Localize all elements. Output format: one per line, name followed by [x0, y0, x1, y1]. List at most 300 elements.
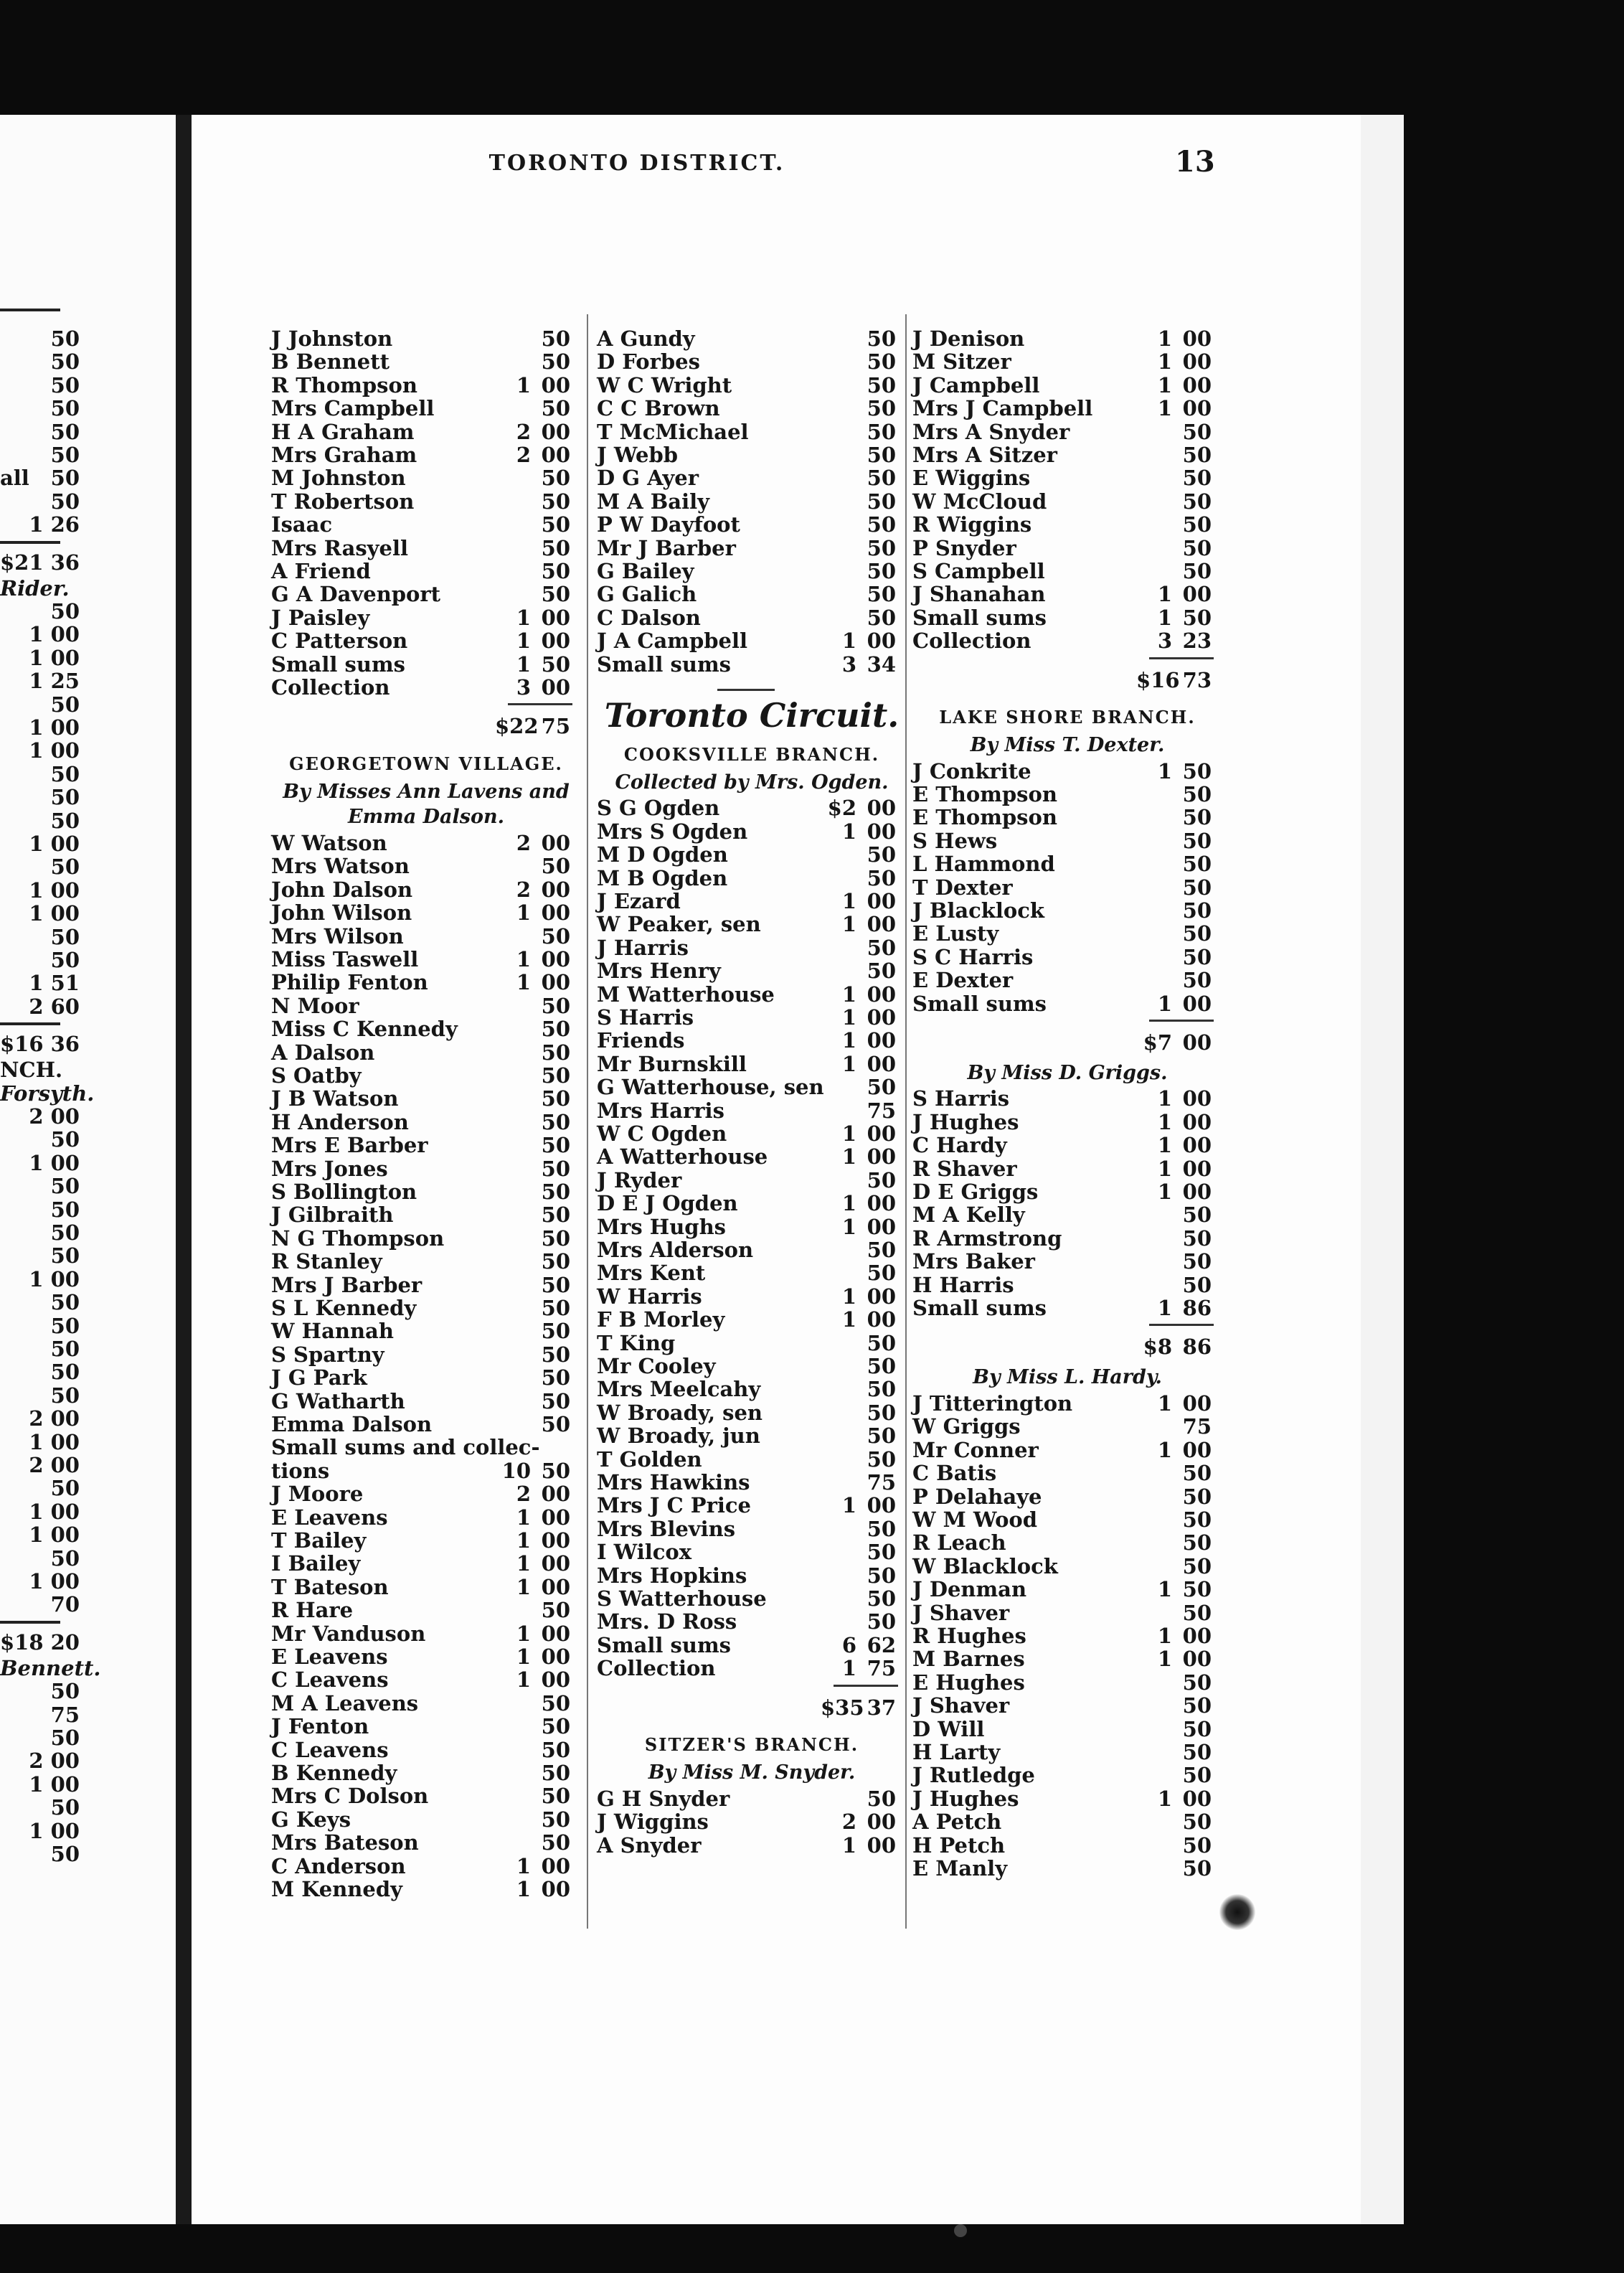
contributor-name: J Fenton: [271, 1714, 369, 1739]
amount-dollars: 1: [516, 1551, 531, 1576]
contributor-name: S Bollington: [271, 1180, 417, 1205]
contribution-row: [271, 1831, 581, 1854]
contribution-row: [597, 1657, 907, 1680]
amount: [821, 1145, 900, 1168]
contribution-row: [912, 1624, 1222, 1647]
amount-dollars: 1: [1157, 1296, 1172, 1321]
amount-cents: 50: [867, 842, 896, 867]
amount-cents: 50: [867, 419, 896, 444]
sum-rule: [0, 1621, 60, 1624]
contribution-row: [271, 1622, 581, 1645]
amount-cents: 50: [541, 854, 570, 879]
contribution-row: [597, 890, 907, 913]
contributor-name: E Lusty: [912, 921, 999, 946]
amount: [1136, 922, 1215, 945]
contribution-row: [912, 420, 1222, 443]
amount-cents: 50: [1182, 419, 1212, 444]
amount-cents: 00: [867, 1191, 896, 1216]
contributor-name: Mrs Jones: [271, 1156, 388, 1181]
contributor-name: H A Graham: [271, 419, 415, 444]
contribution-row: [271, 560, 581, 583]
contributor-name: W McCloud: [912, 489, 1047, 514]
amount-dollars: 6: [841, 1632, 856, 1657]
amount-cents: 00: [867, 629, 896, 654]
amount: [821, 1076, 900, 1098]
amount-cents: 50: [1182, 1739, 1212, 1764]
amount-dollars: 1: [1157, 396, 1172, 421]
amount-cents: 00: [1182, 1623, 1212, 1648]
contributor-name: Friends: [597, 1028, 685, 1053]
amount-dollars: 1: [516, 1505, 531, 1530]
contribution-row: [597, 537, 907, 560]
contribution-row: [597, 1540, 907, 1563]
contribution-row: [912, 1250, 1222, 1273]
amount-dollars: 1: [841, 889, 856, 914]
amount-cents: 50: [541, 1086, 570, 1111]
amount-cents: 50: [1182, 443, 1212, 467]
contributor-name: M A Leavens: [271, 1690, 419, 1716]
contribution-row: [597, 867, 907, 890]
contribution-row: [597, 1355, 907, 1378]
amount-dollars: 1: [516, 1877, 531, 1902]
amount-cents: 50: [541, 1365, 570, 1390]
amount-cents: 50: [541, 923, 570, 949]
amount: [1136, 537, 1215, 560]
amount: [821, 606, 900, 629]
amount-cents: 50: [867, 349, 896, 375]
amount-cents: 50: [541, 1784, 570, 1809]
amount-dollars: 1: [841, 1191, 856, 1216]
amount: [495, 1390, 574, 1413]
amount-cents: 50: [541, 993, 570, 1018]
subtotal-row: [912, 669, 1222, 692]
contributor-name: A Gundy: [597, 326, 695, 351]
amount-cents: 50: [867, 582, 896, 607]
contribution-row: [271, 1017, 581, 1040]
circuit-title: Toronto Circuit.: [604, 696, 900, 735]
contribution-row: [597, 983, 907, 1006]
amount: [821, 629, 900, 652]
amount-dollars: 1: [1157, 1180, 1172, 1205]
amount-dollars: 1: [841, 1307, 856, 1332]
contribution-row: [271, 1784, 581, 1807]
amount-cents: 75: [867, 1656, 896, 1681]
amount: [1136, 1694, 1215, 1717]
prev-page-amount: $18 20: [0, 1629, 80, 1655]
amount-dollars: 1: [516, 1853, 531, 1878]
contributor-name: C Hardy: [912, 1133, 1007, 1158]
contributor-name: N Moor: [271, 993, 359, 1018]
amount: [495, 1111, 574, 1134]
amount-dollars: 1: [841, 912, 856, 937]
contribution-row: [271, 1157, 581, 1180]
contribution-row: [597, 1448, 907, 1471]
contributor-name: Mrs A Snyder: [912, 419, 1070, 444]
contributor-name: Small sums: [912, 1296, 1047, 1321]
amount-cents: 00: [1182, 1786, 1212, 1811]
amount: [821, 583, 900, 606]
section-heading: GEORGETOWN VILLAGE.: [289, 753, 563, 775]
amount-cents: 50: [1182, 805, 1212, 830]
contributor-name: E Leavens: [271, 1644, 388, 1670]
amount-cents: 00: [541, 970, 570, 995]
amount-cents: 50: [541, 489, 570, 514]
amount: [495, 1738, 574, 1761]
contributor-name: M D Ogden: [597, 842, 728, 867]
amount: [821, 420, 900, 443]
contribution-row: [597, 583, 907, 606]
amount-dollars: 1: [1157, 1623, 1172, 1648]
contributor-name: S Oatby: [271, 1063, 362, 1088]
amount: [821, 1587, 900, 1610]
amount: [495, 1622, 574, 1645]
amount-cents: 00: [541, 1574, 570, 1599]
contributor-name: R Hare: [271, 1598, 354, 1623]
amount: [495, 1761, 574, 1784]
amount-cents: 50: [867, 605, 896, 630]
amount: [821, 1261, 900, 1284]
contributor-name: H Petch: [912, 1832, 1006, 1858]
contributor-name: E Leavens: [271, 1505, 388, 1530]
contribution-row: [271, 513, 581, 536]
amount-cents: 50: [1182, 1832, 1212, 1858]
contribution-row: [912, 397, 1222, 420]
contributor-name: P W Dayfoot: [597, 512, 740, 537]
contribution-row: [912, 1741, 1222, 1764]
contribution-row: [597, 1029, 907, 1052]
contribution-row: [597, 1587, 907, 1610]
contributor-name: J Hughes: [912, 1109, 1019, 1134]
amount: [495, 606, 574, 629]
amount: [821, 936, 900, 959]
contribution-row: [597, 1517, 907, 1540]
amount: [821, 1834, 900, 1857]
amount-cents: 00: [867, 1028, 896, 1053]
amount-cents: 00: [1182, 1437, 1212, 1462]
contributor-name: Isaac: [271, 512, 333, 537]
contributor-name: Mr Vanduson: [271, 1621, 426, 1646]
prev-page-amount: 50: [50, 1545, 80, 1571]
amount: [1136, 1157, 1215, 1180]
contribution-row: [597, 1145, 907, 1168]
contribution-row: [271, 1343, 581, 1366]
contributor-name: D Will: [912, 1716, 985, 1741]
contributor-name: H Larty: [912, 1739, 1001, 1764]
contribution-row: [271, 1482, 581, 1505]
contributor-name: C Batis: [912, 1461, 997, 1486]
amount-cents: 50: [1182, 489, 1212, 514]
amount-dollars: 2: [841, 1810, 856, 1835]
sum-rule: [0, 541, 60, 544]
amount: [1136, 1087, 1215, 1110]
contributor-name: J Paisley: [271, 605, 370, 630]
contribution-row: [271, 466, 581, 489]
amount: [821, 843, 900, 866]
amount: [1136, 1764, 1215, 1787]
contribution-row: [271, 1436, 581, 1459]
amount: [821, 327, 900, 350]
amount-cents: 50: [1182, 1553, 1212, 1578]
amount-dollars: 1: [516, 970, 531, 995]
prev-page-amount: 50: [50, 1383, 80, 1408]
amount: [1136, 466, 1215, 489]
amount: [821, 513, 900, 536]
amount: [1136, 1296, 1215, 1319]
contribution-row: [912, 350, 1222, 373]
amount: [1136, 969, 1215, 992]
contributor-name: J Rutledge: [912, 1763, 1035, 1788]
amount-cents: 50: [867, 1238, 896, 1263]
amount-cents: 00: [541, 877, 570, 902]
subtotal-row: [271, 715, 581, 738]
prev-page-amount: 50: [50, 372, 80, 397]
contribution-row: [271, 1041, 581, 1064]
prev-page-amount: 50: [50, 1842, 80, 1866]
contributor-name: Mrs Hughs: [597, 1214, 726, 1239]
contributor-name: Philip Fenton: [271, 970, 428, 995]
amount-dollars: 2: [516, 419, 531, 444]
amount: [1136, 992, 1215, 1015]
amount-cents: 50: [1182, 1530, 1212, 1556]
prev-page-amount: 1 00: [29, 1266, 80, 1291]
contribution-row: [912, 1508, 1222, 1531]
prev-page-amount: 50: [50, 1679, 80, 1704]
amount-dollars: 1: [1157, 1109, 1172, 1134]
contributor-name: Mrs Harris: [597, 1098, 724, 1123]
amount-dollars: 1: [1157, 1577, 1172, 1602]
contribution-row: [912, 1485, 1222, 1508]
contributor-name: E Thompson: [912, 782, 1057, 807]
amount-cents: 00: [541, 675, 570, 700]
amount: [495, 560, 574, 583]
prev-page-amount: $16 36: [0, 1032, 80, 1057]
amount-cents: 00: [867, 1493, 896, 1518]
amount: [1136, 1180, 1215, 1203]
contribution-row: [271, 1552, 581, 1575]
amount-cents: 50: [1182, 605, 1212, 630]
contributor-name: Collection: [271, 675, 390, 700]
amount: [495, 1250, 574, 1273]
contributor-name: E Manly: [912, 1855, 1008, 1881]
amount: [1136, 1508, 1215, 1531]
amount: [495, 925, 574, 948]
amount-dollars: 1: [1157, 605, 1172, 630]
contribution-row: [271, 420, 581, 443]
amount-cents: 50: [1182, 1461, 1212, 1486]
contribution-row: [597, 1494, 907, 1517]
contribution-row: [912, 1134, 1222, 1157]
subtotal-row: [912, 1335, 1222, 1358]
amount-cents: 00: [541, 947, 570, 972]
contribution-row: [597, 1378, 907, 1401]
contributor-name: R Thompson: [271, 372, 417, 397]
amount: [821, 537, 900, 560]
contribution-row: [912, 1111, 1222, 1134]
amount-cents: 75: [1182, 1414, 1212, 1439]
contribution-row: [912, 1274, 1222, 1296]
amount: [495, 443, 574, 466]
contribution-row: [271, 1459, 581, 1482]
contribution-row: [271, 374, 581, 397]
amount: [821, 1448, 900, 1471]
amount: [1136, 1335, 1215, 1358]
contributor-name: T Golden: [597, 1446, 702, 1472]
amount-cents: 00: [1182, 1156, 1212, 1181]
amount-cents: 00: [541, 1505, 570, 1530]
amount: [1136, 1834, 1215, 1857]
amount: [495, 1343, 574, 1366]
contribution-row: [912, 783, 1222, 806]
amount-dollars: 1: [516, 1621, 531, 1646]
contributor-name: Small sums: [912, 605, 1047, 630]
amount-cents: 50: [541, 1017, 570, 1042]
amount-cents: 50: [1182, 1507, 1212, 1532]
contribution-row: [271, 1668, 581, 1691]
amount: [1136, 1718, 1215, 1741]
contribution-row: [271, 1599, 581, 1622]
contributor-name: R Hughes: [912, 1623, 1026, 1648]
amount-cents: 50: [1182, 1225, 1212, 1251]
amount-dollars: 2: [516, 877, 531, 902]
amount: [495, 1180, 574, 1203]
contributor-name: J Blacklock: [912, 898, 1044, 923]
amount: [821, 490, 900, 513]
amount-cents: 50: [541, 1342, 570, 1367]
contribution-row: [271, 1692, 581, 1715]
amount-cents: 00: [1182, 396, 1212, 421]
contributor-name: S G Ogden: [597, 796, 720, 821]
amount: [495, 1506, 574, 1529]
amount-dollars: 3: [841, 651, 856, 677]
contribution-row: [597, 1401, 907, 1424]
prev-page-amount: 1 00: [29, 738, 80, 763]
contributor-name: G Bailey: [597, 559, 694, 583]
prev-page-amount: 50: [50, 808, 80, 833]
contribution-row: [912, 1694, 1222, 1717]
contribution-row: [912, 1180, 1222, 1203]
contribution-row: [597, 1053, 907, 1076]
contribution-row: [912, 560, 1222, 583]
amount: [821, 1471, 900, 1494]
contributor-name: N G Thompson: [271, 1225, 445, 1251]
amount-cents: 50: [541, 1272, 570, 1297]
contribution-row: [912, 606, 1222, 629]
amount-dollars: 1: [516, 1574, 531, 1599]
amount-dollars: $22: [495, 714, 539, 739]
prev-page-amount: 50: [50, 855, 80, 880]
amount: [1136, 1134, 1215, 1157]
contributor-name: W Watson: [271, 831, 387, 856]
amount: [1136, 876, 1215, 899]
short-rule: [717, 689, 775, 691]
amount: [1136, 783, 1215, 806]
contributor-name: T McMichael: [597, 419, 749, 444]
amount-dollars: 1: [1157, 1156, 1172, 1181]
contributor-name: E Hughes: [912, 1670, 1025, 1695]
amount: [495, 490, 574, 513]
contributor-name: W Peaker, sen: [597, 912, 761, 937]
contributor-name: S C Harris: [912, 944, 1034, 969]
contributor-name: M Barnes: [912, 1647, 1025, 1672]
contributor-name: W Harris: [597, 1284, 702, 1309]
amount-cents: 50: [867, 1377, 896, 1402]
contributor-name: J Gilbraith: [271, 1203, 394, 1228]
collector-line: Collected by Mrs. Ogden.: [615, 771, 889, 794]
amount-cents: 50: [867, 466, 896, 491]
contributor-name: D Forbes: [597, 349, 700, 375]
amount-cents: 50: [867, 443, 896, 467]
amount-cents: 50: [867, 1786, 896, 1811]
amount: [495, 1319, 574, 1342]
contribution-row: [597, 959, 907, 982]
amount: [495, 1529, 574, 1552]
amount: [1136, 1647, 1215, 1670]
prev-page-amount: 1 26: [29, 512, 80, 537]
prev-page-label: Forsyth.: [0, 1081, 95, 1106]
amount-cents: 00: [1182, 1086, 1212, 1111]
amount: [1136, 1415, 1215, 1438]
contributor-name: Mrs Rasyell: [271, 535, 409, 560]
amount-cents: 50: [867, 1330, 896, 1355]
amount-cents: 00: [541, 1528, 570, 1553]
amount: [1136, 1462, 1215, 1484]
amount: [821, 1657, 900, 1680]
prev-page-label: Rider.: [0, 575, 70, 601]
contribution-row: [271, 537, 581, 560]
contribution-row: [912, 466, 1222, 489]
amount: [1136, 852, 1215, 875]
amount: [1136, 420, 1215, 443]
amount: [495, 994, 574, 1017]
amount-cents: 50: [541, 1388, 570, 1413]
contribution-row: [912, 1296, 1222, 1319]
contributor-name: E Wiggins: [912, 466, 1031, 491]
amount-dollars: 1: [516, 1644, 531, 1670]
amount: [495, 1413, 574, 1436]
amount-cents: 00: [867, 819, 896, 844]
prev-page-amount: 50: [50, 1127, 80, 1152]
amount: [821, 1378, 900, 1401]
amount-cents: 50: [1182, 1272, 1212, 1297]
contributor-name: T King: [597, 1330, 676, 1355]
contributor-name: S Campbell: [912, 559, 1045, 583]
contribution-row: [912, 1810, 1222, 1833]
contribution-row: [912, 946, 1222, 969]
contribution-row: [912, 629, 1222, 652]
contribution-row: [271, 1878, 581, 1901]
contributor-name: C C Brown: [597, 396, 720, 421]
amount-cents: 50: [867, 1446, 896, 1472]
contributor-name: A Watterhouse: [597, 1144, 768, 1170]
contributor-name: M Johnston: [271, 466, 406, 491]
amount: [821, 1540, 900, 1563]
amount: [821, 890, 900, 913]
prev-page-amount: 1 00: [29, 877, 80, 903]
amount-cents: 50: [867, 1540, 896, 1565]
contributor-name: T Bateson: [271, 1574, 389, 1599]
amount: [1136, 513, 1215, 536]
amount-cents: 50: [1182, 466, 1212, 491]
contributor-name: Mrs Blevins: [597, 1516, 736, 1541]
contributor-name: Mr J Barber: [597, 535, 736, 560]
amount-dollars: 3: [1157, 629, 1172, 654]
prev-page-amount: 50: [50, 1174, 80, 1199]
contributor-name: A Snyder: [597, 1832, 702, 1858]
contributor-name: I Bailey: [271, 1551, 361, 1576]
amount-dollars: 3: [516, 675, 531, 700]
amount: [495, 1296, 574, 1319]
contribution-row: [271, 629, 581, 652]
